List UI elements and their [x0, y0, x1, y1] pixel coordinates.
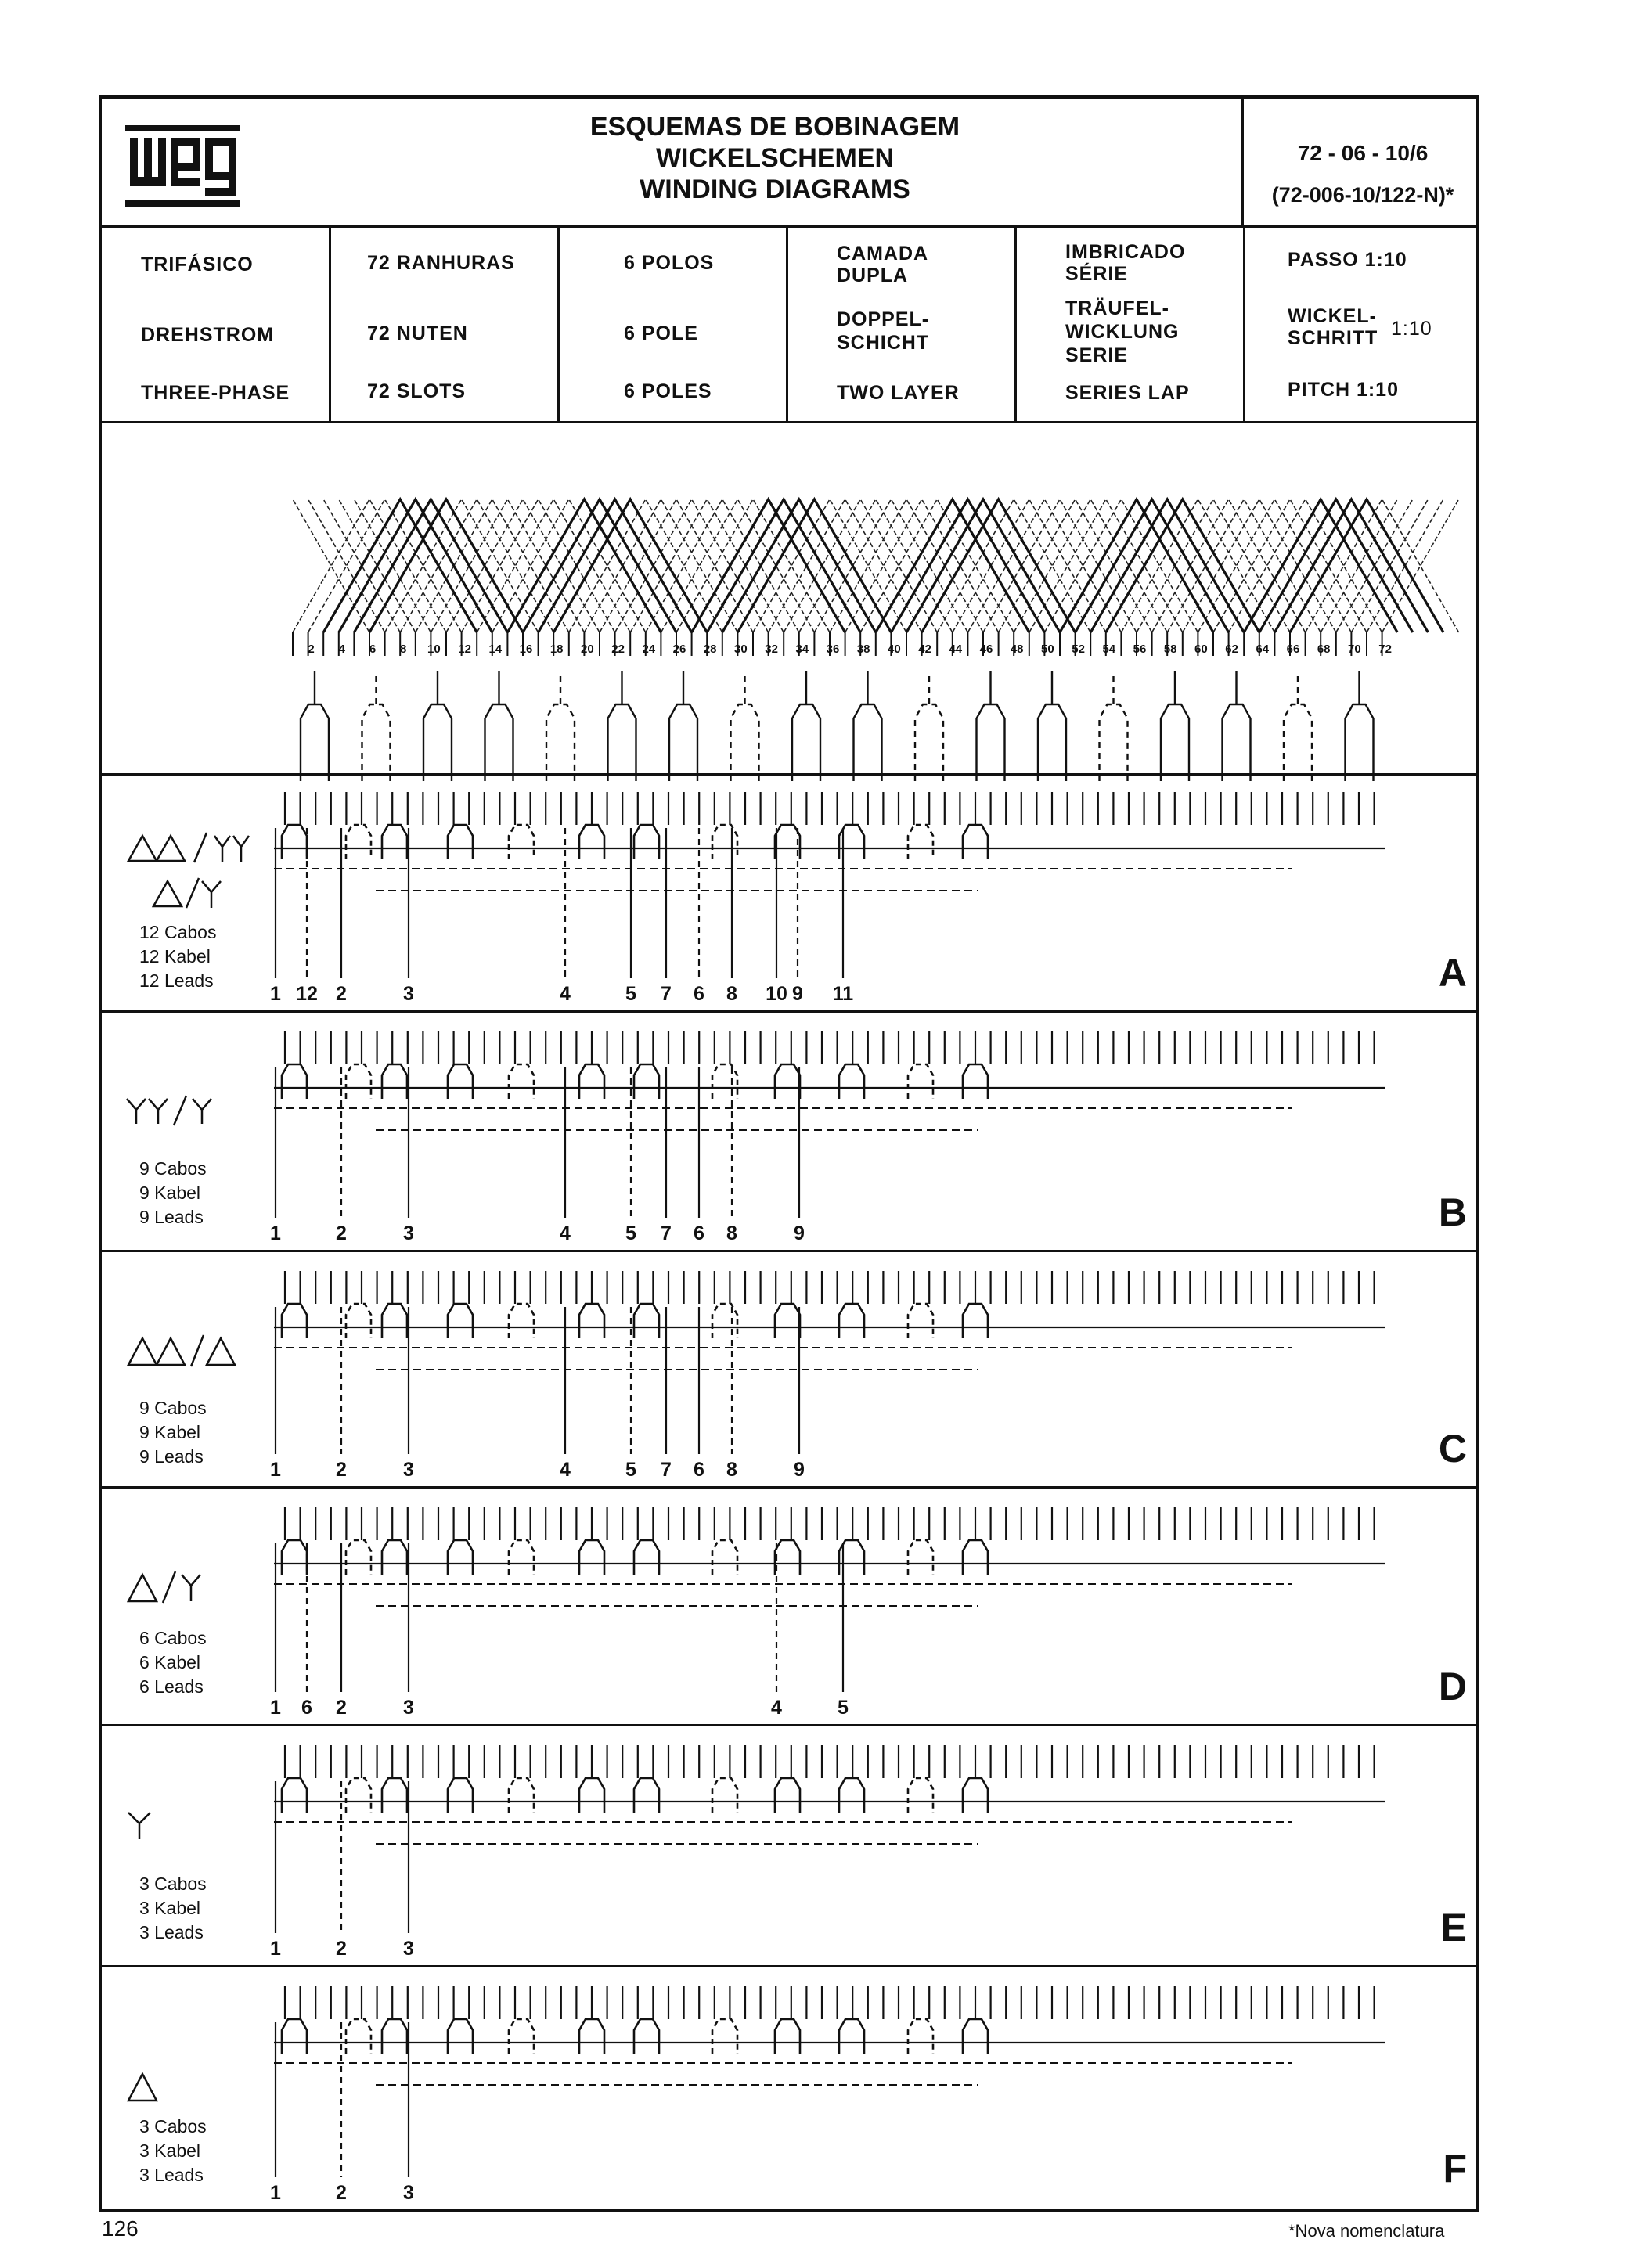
- coil-lattice: [102, 421, 1476, 770]
- slot-number-label: 68: [1317, 643, 1331, 656]
- coil-group-bridge: [963, 2019, 988, 2054]
- terminal-bridge: [792, 671, 820, 781]
- terminal-bridge: [1100, 671, 1128, 781]
- coil-group-bridge: [282, 2019, 307, 2054]
- panel-a: [102, 773, 1476, 1013]
- lead-count-de: 3 Kabel: [139, 2140, 201, 2161]
- coil-group-bridge: [712, 1064, 737, 1099]
- slot-number-label: 58: [1163, 643, 1177, 656]
- lead-count-en: 9 Leads: [139, 1207, 204, 1227]
- spec-type-en: SERIES LAP: [1065, 382, 1190, 404]
- coil-group-bridge: [346, 1064, 371, 1099]
- lead-number: 11: [832, 983, 854, 1005]
- lead-number: 1: [270, 1938, 281, 1960]
- terminal-bridge: [915, 671, 943, 781]
- coil-group-bridge: [509, 1304, 534, 1338]
- diagram-code: 72 - 06 - 10/6: [1297, 141, 1429, 165]
- lead-number: 4: [560, 983, 571, 1005]
- lead-number: 9: [792, 983, 803, 1005]
- lead-number: 8: [726, 1459, 737, 1481]
- slot-ticks: [285, 792, 1375, 825]
- lead-count-pt: 3 Cabos: [139, 1874, 207, 1894]
- coil-group-bridge: [775, 825, 800, 859]
- spec-poles-pt: 6 POLOS: [624, 252, 715, 274]
- slot-number-label: 20: [581, 643, 594, 656]
- coil-group-bridge: [634, 2019, 659, 2054]
- lead-number: 6: [694, 983, 704, 1005]
- spec-layer-pt-2: DUPLA: [837, 265, 909, 286]
- lead-number: 1: [270, 1697, 281, 1719]
- lead-count-pt: 12 Cabos: [139, 922, 217, 942]
- coil-group-bridge: [382, 1778, 407, 1813]
- spec-slots-de: 72 NUTEN: [367, 322, 468, 344]
- lead-count-de: 9 Kabel: [139, 1183, 201, 1203]
- lead-count-text: [139, 1157, 207, 1229]
- lead-number: 9: [794, 1222, 805, 1244]
- coil-group-bridge: [382, 1064, 407, 1099]
- coil-group-bridge: [509, 825, 534, 859]
- slot-number-label: 30: [734, 643, 748, 656]
- panel-letter: E: [1440, 1906, 1467, 1949]
- lead-count-pt: 9 Cabos: [139, 1398, 207, 1418]
- lead-number: 6: [301, 1697, 312, 1719]
- slot-ticks: [285, 1986, 1375, 2019]
- lead-count-text: [139, 1872, 207, 1945]
- lead-number: 8: [726, 983, 737, 1005]
- slot-ticks: [285, 1271, 1375, 1304]
- lead-number: 2: [336, 1222, 347, 1244]
- lead-number: 7: [661, 1222, 672, 1244]
- slot-number-label: 10: [427, 643, 441, 656]
- spec-col-pitch: [1243, 225, 1479, 421]
- title-block: [540, 111, 1010, 205]
- slot-number-label: 18: [549, 643, 564, 656]
- lead-count-de: 9 Kabel: [139, 1422, 201, 1442]
- lead-number: 2: [336, 2182, 347, 2204]
- slot-number-label: 42: [918, 643, 931, 656]
- slot-number-label: 52: [1072, 643, 1085, 656]
- lead-number: 3: [403, 2182, 414, 2204]
- connection-diagram-a: [270, 773, 1495, 1013]
- terminal-bridge: [1223, 671, 1251, 781]
- coil-group-bridge: [839, 1778, 864, 1813]
- lead-number: 4: [771, 1697, 782, 1719]
- panel-letter: C: [1438, 1427, 1467, 1471]
- lead-number: 6: [694, 1222, 704, 1244]
- coil-group-bridge: [908, 825, 933, 859]
- lead-number: 1: [270, 2182, 281, 2204]
- weg-logo: [124, 122, 241, 210]
- slot-ticks: [285, 1745, 1375, 1778]
- coil-group-bridge: [775, 1540, 800, 1575]
- coil-group-bridge: [579, 1064, 604, 1099]
- coil-group-bridge: [282, 1304, 307, 1338]
- connection-diagram-d: [270, 1489, 1495, 1726]
- page-number: 126: [102, 2216, 139, 2241]
- spec-pitch-en: PITCH 1:10: [1288, 379, 1399, 401]
- lead-number: 4: [560, 1459, 571, 1481]
- slot-number-label: 28: [703, 643, 717, 656]
- panel-e: [102, 1726, 1476, 1967]
- slot-number-label: 6: [369, 643, 377, 656]
- lead-number: 1: [270, 1222, 281, 1244]
- slot-number-label: 64: [1256, 643, 1270, 656]
- coil-group-bridge: [382, 2019, 407, 2054]
- coil-group-bridge: [775, 2019, 800, 2054]
- coil-group-bridge: [908, 1064, 933, 1099]
- panel-letter: D: [1438, 1665, 1467, 1708]
- panel-letter: F: [1443, 2147, 1467, 2191]
- coil-group-bridge: [382, 1540, 407, 1575]
- spec-type-de-1: TRÄUFEL-: [1065, 297, 1169, 319]
- terminal-bridge: [669, 671, 697, 781]
- terminal-bridge: [1284, 671, 1312, 781]
- connection-diagram-e: [270, 1726, 1495, 1967]
- panel-letter: A: [1438, 951, 1467, 995]
- coil-group-bridge: [839, 2019, 864, 2054]
- coil-group-bridge: [382, 1304, 407, 1338]
- coil-group-bridge: [448, 1064, 473, 1099]
- lead-number: 7: [661, 1459, 672, 1481]
- panel-letter: B: [1438, 1190, 1467, 1234]
- lead-number: 2: [336, 1459, 347, 1481]
- lead-count-pt: 9 Cabos: [139, 1158, 207, 1179]
- slot-number-label: 50: [1041, 643, 1054, 656]
- terminal-bridge: [977, 671, 1005, 781]
- lead-count-text: [139, 920, 216, 993]
- spec-layer-en: TWO LAYER: [837, 382, 960, 404]
- panel-d: [102, 1489, 1476, 1726]
- spec-col-phase: [102, 225, 329, 421]
- spec-slots-pt: 72 RANHURAS: [367, 252, 515, 274]
- lead-number: 10: [766, 983, 787, 1005]
- lead-count-en: 3 Leads: [139, 1922, 204, 1942]
- slot-number-label: 66: [1286, 643, 1300, 656]
- coil-lattice-lines: [293, 499, 1459, 632]
- spec-phase-en: THREE-PHASE: [141, 382, 290, 404]
- spec-type-de-2: WICKLUNG: [1065, 321, 1180, 343]
- coil-group-bridge: [448, 1778, 473, 1813]
- connection-diagram-f: [270, 1967, 1495, 2212]
- lead-number: 9: [794, 1459, 805, 1481]
- terminal-bridge: [854, 671, 882, 781]
- coil-group-bridge: [775, 1064, 800, 1099]
- slot-number-label: 40: [888, 643, 901, 656]
- slot-number-label: 60: [1194, 643, 1208, 656]
- lead-number: 3: [403, 1459, 414, 1481]
- title-line-de: WICKELSCHEMEN: [655, 143, 895, 173]
- lead-count-text: [139, 1396, 207, 1469]
- coil-group-bridge: [448, 825, 473, 859]
- slot-number-label: 24: [642, 643, 656, 656]
- coil-group-bridge: [775, 1778, 800, 1813]
- coil-group-bridge: [509, 1064, 534, 1099]
- slot-number-label: 12: [458, 643, 471, 656]
- slot-number-label: 16: [519, 643, 533, 656]
- coil-group-bridge: [579, 1540, 604, 1575]
- lead-number: 5: [838, 1697, 849, 1719]
- coil-group-bridge: [908, 2019, 933, 2054]
- terminal-bridge: [362, 671, 391, 781]
- code-box: [1241, 99, 1482, 225]
- slot-number-label: 2: [308, 643, 315, 656]
- slot-ticks: [285, 1031, 1375, 1064]
- panel-f: [102, 1967, 1476, 2212]
- lead-number: 2: [336, 1697, 347, 1719]
- coil-group-bridge: [775, 1304, 800, 1338]
- spec-layer-de-2: SCHICHT: [837, 332, 930, 354]
- slot-number-label: 72: [1378, 643, 1392, 656]
- coil-group-bridge: [282, 1778, 307, 1813]
- lead-count-pt: 6 Cabos: [139, 1628, 207, 1648]
- header: [102, 99, 1476, 228]
- slot-ticks: [285, 1507, 1375, 1540]
- lead-number: 3: [403, 1222, 414, 1244]
- coil-group-bridge: [634, 1304, 659, 1338]
- coil-group-bridge: [908, 1778, 933, 1813]
- lead-count-text: [139, 2115, 207, 2187]
- winding-diagram-sheet: [99, 95, 1479, 2212]
- lead-number: 2: [336, 1938, 347, 1960]
- footnote: *Nova nomenclatura: [1288, 2221, 1445, 2241]
- spec-type-pt-1: IMBRICADO: [1065, 241, 1186, 263]
- slot-number-label: 34: [795, 643, 809, 656]
- terminal-bridge: [608, 671, 636, 781]
- coil-group-bridge: [712, 1778, 737, 1813]
- lead-number: 1: [270, 983, 281, 1005]
- coil-group-bridge: [963, 1304, 988, 1338]
- coil-group-bridge: [282, 1540, 307, 1575]
- slot-number-label: 44: [949, 643, 963, 656]
- coil-group-bridge: [963, 1540, 988, 1575]
- spec-type-de-3: SERIE: [1065, 344, 1129, 366]
- slot-number-label: 14: [488, 643, 503, 656]
- slot-number-label: 38: [856, 643, 870, 656]
- coil-group-bridge: [712, 1304, 737, 1338]
- coil-group-bridge: [346, 2019, 371, 2054]
- coil-group-bridge: [579, 825, 604, 859]
- terminal-bridge: [423, 671, 452, 781]
- connection-diagram-b: [270, 1013, 1495, 1252]
- coil-group-bridge: [346, 1778, 371, 1813]
- lead-number: 5: [625, 1459, 636, 1481]
- panel-b: [102, 1013, 1476, 1252]
- coil-group-bridge: [448, 1540, 473, 1575]
- lead-number: 4: [560, 1222, 571, 1244]
- coil-group-bridge: [634, 1540, 659, 1575]
- terminal-bridge: [1038, 671, 1066, 781]
- spec-table: [102, 225, 1476, 423]
- slot-number-label: 8: [400, 643, 407, 656]
- coil-group-bridge: [712, 1540, 737, 1575]
- diagram-code-new: (72-006-10/122-N)*: [1271, 183, 1454, 207]
- lead-count-text: [139, 1626, 207, 1699]
- slot-number-label: 54: [1102, 643, 1116, 656]
- coil-group-bridge: [712, 825, 737, 859]
- coil-group-bridge: [448, 1304, 473, 1338]
- lead-number: 3: [403, 1938, 414, 1960]
- lead-number: 2: [336, 983, 347, 1005]
- spec-poles-de: 6 POLE: [624, 322, 698, 344]
- spec-slots-en: 72 SLOTS: [367, 380, 467, 402]
- slot-number-label: 32: [765, 643, 778, 656]
- spec-col-poles: [557, 225, 786, 421]
- lead-count-en: 3 Leads: [139, 2165, 204, 2185]
- coil-group-bridge: [963, 1778, 988, 1813]
- lead-number: 5: [625, 983, 636, 1005]
- coil-group-bridge: [712, 2019, 737, 2054]
- slot-number-label: 70: [1348, 643, 1361, 656]
- terminal-bridge: [1346, 671, 1374, 781]
- spec-col-type: [1014, 225, 1243, 421]
- lead-number: 3: [403, 983, 414, 1005]
- slot-number-label: 26: [672, 643, 686, 656]
- coil-group-bridge: [382, 825, 407, 859]
- coil-group-bridge: [346, 1304, 371, 1338]
- lead-number: 5: [625, 1222, 636, 1244]
- spec-layer-pt-1: CAMADA: [837, 243, 929, 265]
- title-line-pt: ESQUEMAS DE BOBINAGEM: [589, 112, 960, 142]
- terminal-bridge: [731, 671, 759, 781]
- slot-number-label: 46: [979, 643, 993, 656]
- lead-count-en: 9 Leads: [139, 1446, 204, 1467]
- title-line-en: WINDING DIAGRAMS: [640, 175, 910, 204]
- coil-group-bridge: [509, 1540, 534, 1575]
- coil-group-bridge: [839, 1304, 864, 1338]
- lead-number: 8: [726, 1222, 737, 1244]
- slot-number-label: 56: [1133, 643, 1147, 656]
- terminal-bridge: [301, 671, 329, 781]
- slot-number-label: 48: [1010, 643, 1024, 656]
- panel-c: [102, 1252, 1476, 1489]
- coil-group-bridge: [908, 1540, 933, 1575]
- spec-layer-de-1: DOPPEL-: [837, 308, 930, 330]
- coil-group-lines: [323, 499, 1443, 632]
- slot-number-label: 62: [1225, 643, 1238, 656]
- lead-count-en: 12 Leads: [139, 970, 214, 991]
- coil-group-bridge: [839, 1064, 864, 1099]
- coil-group-bridge: [634, 1778, 659, 1813]
- spec-col-slots: [329, 225, 557, 421]
- coil-group-bridge: [579, 1778, 604, 1813]
- slot-number-label: 36: [826, 643, 840, 656]
- terminal-bridge: [485, 671, 513, 781]
- lead-count-pt: 3 Cabos: [139, 2116, 207, 2137]
- lead-number: 6: [694, 1459, 704, 1481]
- lead-count-en: 6 Leads: [139, 1676, 204, 1697]
- coil-group-bridge: [963, 825, 988, 859]
- coil-group-bridge: [579, 2019, 604, 2054]
- lead-count-de: 3 Kabel: [139, 1898, 201, 1918]
- coil-group-bridge: [908, 1304, 933, 1338]
- coil-group-bridge: [346, 1540, 371, 1575]
- spec-type-pt-2: SÉRIE: [1065, 263, 1129, 285]
- coil-group-bridge: [509, 2019, 534, 2054]
- coil-group-bridge: [282, 825, 307, 859]
- coil-group-bridge: [963, 1064, 988, 1099]
- main-winding-diagram: [102, 421, 1476, 776]
- spec-pitch-de-1: WICKEL-: [1288, 305, 1377, 327]
- coil-group-bridge: [634, 1064, 659, 1099]
- coil-group-bridge: [346, 825, 371, 859]
- connection-diagram-c: [270, 1252, 1495, 1489]
- lead-count-de: 12 Kabel: [139, 946, 211, 967]
- lead-count-de: 6 Kabel: [139, 1652, 201, 1672]
- coil-group-bridge: [282, 1064, 307, 1099]
- spec-poles-en: 6 POLES: [624, 380, 712, 402]
- lead-number: 1: [270, 1459, 281, 1481]
- terminal-bridge: [546, 671, 575, 781]
- spec-phase-pt: TRIFÁSICO: [141, 254, 254, 275]
- spec-col-layer: [786, 225, 1014, 421]
- coil-group-bridge: [579, 1304, 604, 1338]
- coil-group-bridge: [634, 825, 659, 859]
- spec-pitch-pt: PASSO 1:10: [1288, 249, 1407, 271]
- spec-pitch-de-3: 1:10: [1391, 318, 1432, 340]
- terminal-bridge: [1161, 671, 1189, 781]
- slot-number-label: 4: [338, 643, 345, 656]
- lead-number: 3: [403, 1697, 414, 1719]
- lead-number: 12: [296, 983, 318, 1005]
- coil-group-bridge: [509, 1778, 534, 1813]
- lead-number: 7: [661, 983, 672, 1005]
- coil-group-bridge: [448, 2019, 473, 2054]
- slot-number-label: 22: [611, 643, 625, 656]
- spec-phase-de: DREHSTROM: [141, 324, 275, 346]
- spec-pitch-de-2: SCHRITT: [1288, 327, 1378, 349]
